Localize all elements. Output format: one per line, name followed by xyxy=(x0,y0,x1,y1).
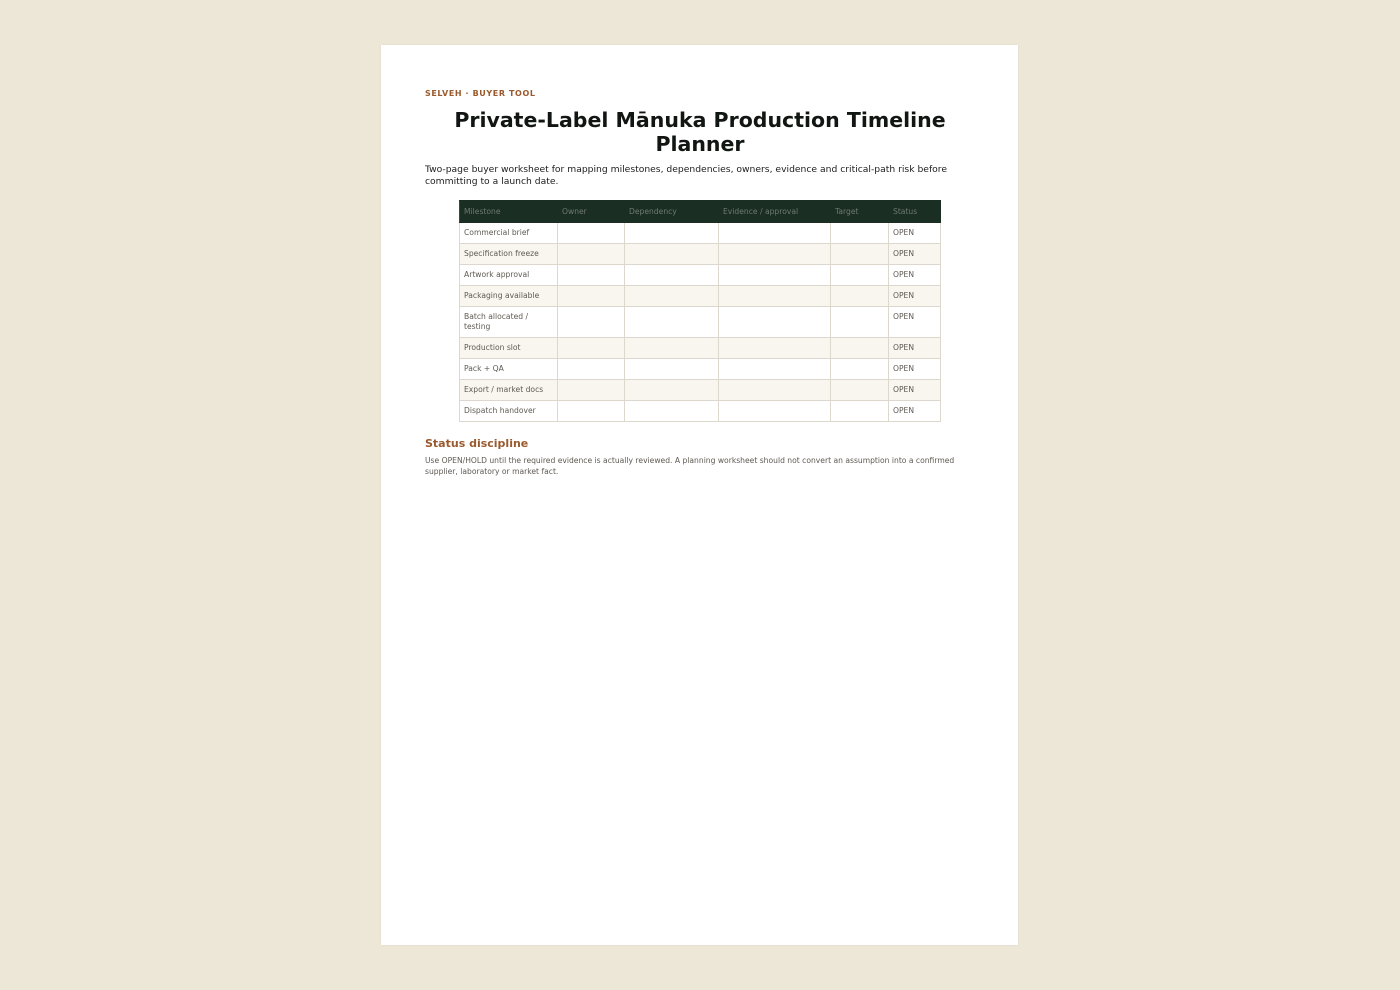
milestone-cell: Specification freeze xyxy=(460,244,558,265)
table-row xyxy=(460,338,941,359)
dependency-cell[interactable] xyxy=(625,244,719,265)
column-header-target: Target xyxy=(831,201,889,223)
status-cell: OPEN xyxy=(889,244,941,265)
milestone-cell: Packaging available xyxy=(460,286,558,307)
owner-cell[interactable] xyxy=(558,338,625,359)
owner-cell[interactable] xyxy=(558,307,625,338)
status-cell: OPEN xyxy=(889,380,941,401)
status-cell: OPEN xyxy=(889,307,941,338)
status-discipline-body: Use OPEN/HOLD until the required evidence is actually reviewed. A planning worksheet should not convert an assumption into a confirmed supplier, laboratory or market fact. xyxy=(425,456,955,476)
milestone-cell: Export / market docs xyxy=(460,380,558,401)
column-header-owner: Owner xyxy=(558,201,625,223)
evidence-cell[interactable] xyxy=(719,307,831,338)
status-cell: OPEN xyxy=(889,286,941,307)
document-content xyxy=(425,89,975,477)
target-cell[interactable] xyxy=(831,338,889,359)
target-cell[interactable] xyxy=(831,265,889,286)
evidence-cell[interactable] xyxy=(719,380,831,401)
owner-cell[interactable] xyxy=(558,359,625,380)
column-header-status: Status xyxy=(889,201,941,223)
status-discipline-heading: Status discipline xyxy=(425,437,529,450)
evidence-cell[interactable] xyxy=(719,223,831,244)
owner-cell[interactable] xyxy=(558,265,625,286)
milestone-cell: Production slot xyxy=(460,338,558,359)
target-cell[interactable] xyxy=(831,244,889,265)
column-header-dependency: Dependency xyxy=(625,201,719,223)
timeline-table xyxy=(459,200,941,422)
evidence-cell[interactable] xyxy=(719,338,831,359)
page-title: Private-Label Mānuka Production Timeline Planner xyxy=(454,108,946,156)
dependency-cell[interactable] xyxy=(625,401,719,422)
dependency-cell[interactable] xyxy=(625,265,719,286)
owner-cell[interactable] xyxy=(558,401,625,422)
page-subtitle: Two-page buyer worksheet for mapping milestones, dependencies, owners, evidence and critical-path risk before committing to a launch date. xyxy=(425,164,948,187)
milestone-cell: Pack + QA xyxy=(460,359,558,380)
table-row xyxy=(460,359,941,380)
target-cell[interactable] xyxy=(831,286,889,307)
evidence-cell[interactable] xyxy=(719,286,831,307)
eyebrow-label: SELVEH · BUYER TOOL xyxy=(425,89,536,98)
table-row xyxy=(460,265,941,286)
target-cell[interactable] xyxy=(831,380,889,401)
status-cell: OPEN xyxy=(889,223,941,244)
target-cell[interactable] xyxy=(831,359,889,380)
milestone-cell: Commercial brief xyxy=(460,223,558,244)
status-cell: OPEN xyxy=(889,265,941,286)
status-cell: OPEN xyxy=(889,401,941,422)
evidence-cell[interactable] xyxy=(719,265,831,286)
target-cell[interactable] xyxy=(831,401,889,422)
evidence-cell[interactable] xyxy=(719,244,831,265)
table-row xyxy=(460,244,941,265)
dependency-cell[interactable] xyxy=(625,338,719,359)
dependency-cell[interactable] xyxy=(625,223,719,244)
table-row xyxy=(460,380,941,401)
milestone-cell: Batch allocated / testing xyxy=(460,307,558,338)
milestone-cell: Artwork approval xyxy=(460,265,558,286)
owner-cell[interactable] xyxy=(558,244,625,265)
status-cell: OPEN xyxy=(889,338,941,359)
evidence-cell[interactable] xyxy=(719,359,831,380)
table-row xyxy=(460,401,941,422)
table-header-row xyxy=(460,201,941,223)
document-page xyxy=(381,45,1018,945)
dependency-cell[interactable] xyxy=(625,286,719,307)
table-row xyxy=(460,223,941,244)
column-header-evidence: Evidence / approval xyxy=(719,201,831,223)
owner-cell[interactable] xyxy=(558,286,625,307)
table-row xyxy=(460,307,941,338)
target-cell[interactable] xyxy=(831,223,889,244)
table-row xyxy=(460,286,941,307)
dependency-cell[interactable] xyxy=(625,307,719,338)
status-cell: OPEN xyxy=(889,359,941,380)
owner-cell[interactable] xyxy=(558,380,625,401)
milestone-cell: Dispatch handover xyxy=(460,401,558,422)
evidence-cell[interactable] xyxy=(719,401,831,422)
owner-cell[interactable] xyxy=(558,223,625,244)
target-cell[interactable] xyxy=(831,307,889,338)
column-header-milestone: Milestone xyxy=(460,201,558,223)
dependency-cell[interactable] xyxy=(625,359,719,380)
dependency-cell[interactable] xyxy=(625,380,719,401)
